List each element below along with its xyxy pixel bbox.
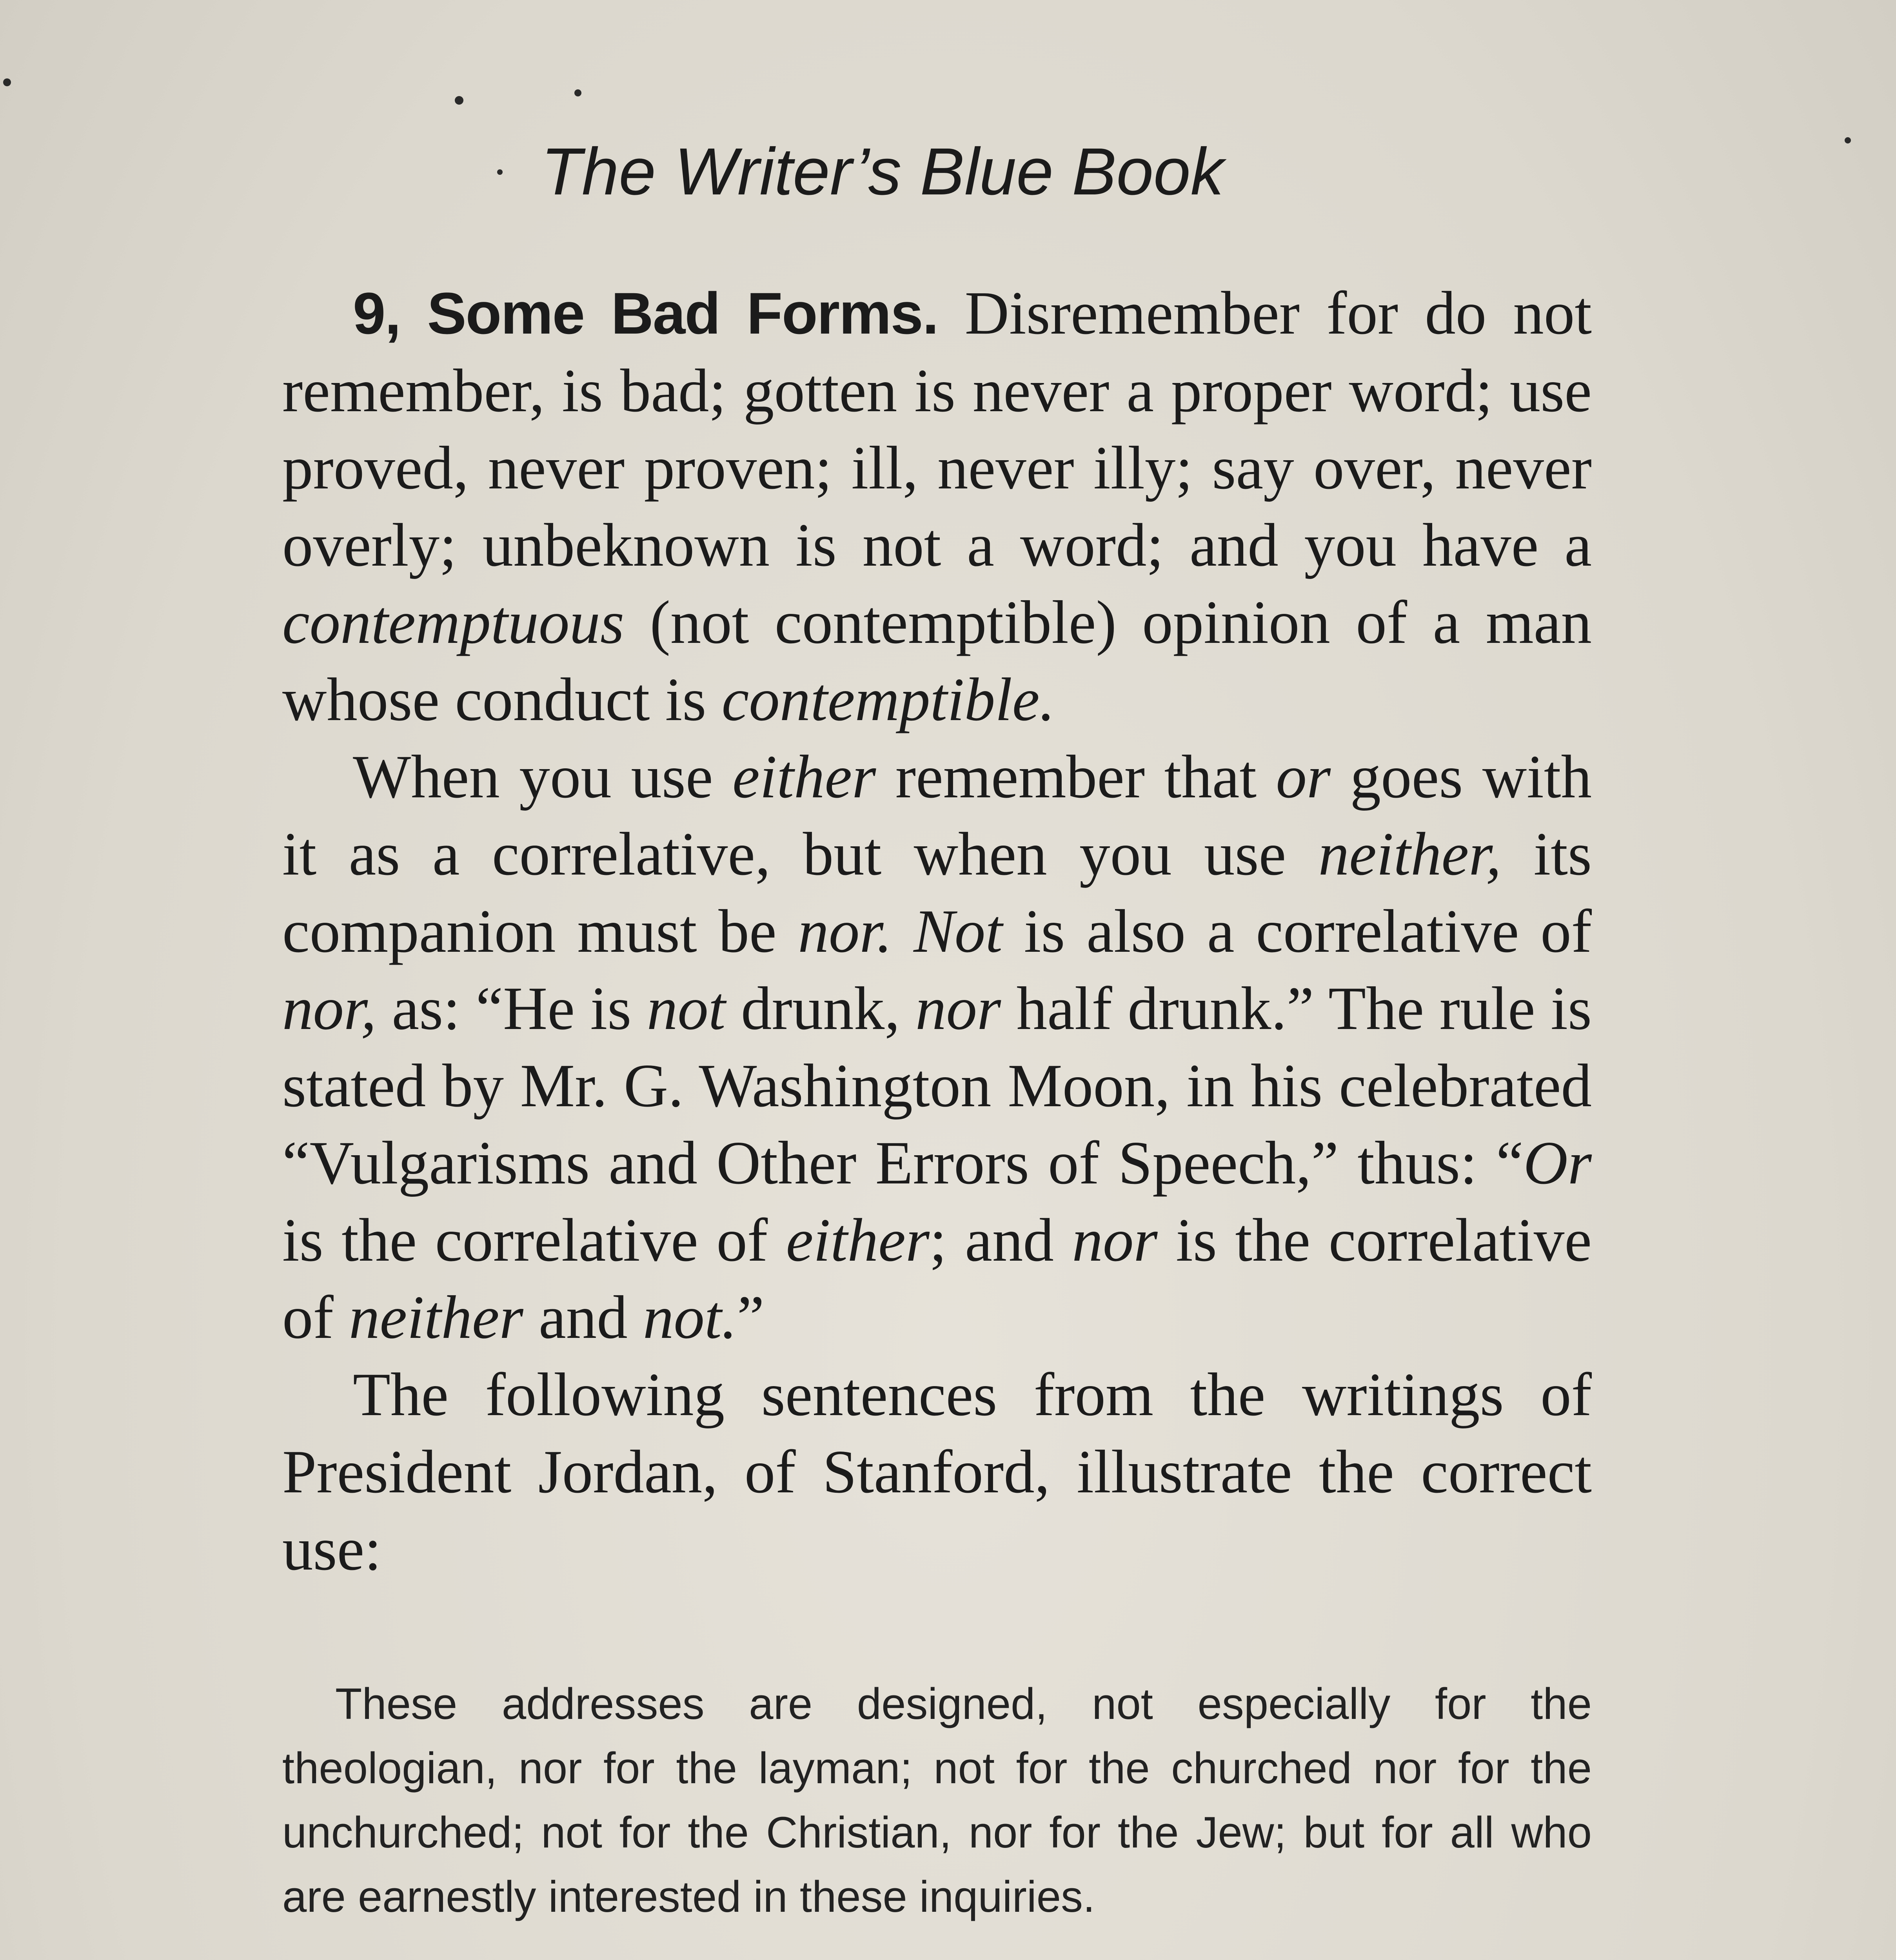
text-run: goes with it as a correlative, but when you use bbox=[282, 742, 1592, 888]
italic-run: nor bbox=[915, 974, 1001, 1042]
text-run bbox=[892, 897, 913, 965]
text-run: is the correlative of bbox=[282, 1206, 786, 1274]
text-run: is also a correlative of bbox=[1002, 897, 1592, 965]
section-heading: 9, Some Bad Forms. bbox=[353, 280, 938, 346]
page-body bbox=[282, 274, 1592, 1960]
text-run: half drunk.” The rule is stated by Mr. G. Washington Moon, in his celebrated “Vulgarisms and Other Errors of Speech,” thus: “ bbox=[282, 974, 1592, 1197]
italic-run: nor bbox=[1072, 1206, 1158, 1274]
italic-run: Or bbox=[1523, 1129, 1592, 1197]
text-run: When you use bbox=[353, 742, 733, 811]
text-run: ; and bbox=[930, 1206, 1072, 1274]
paragraph-jordan-intro: The following sentences from the writings of President Jordan, of Stanford, illustrate the correct use: bbox=[282, 1360, 1592, 1583]
italic-run: contemptible. bbox=[721, 665, 1055, 733]
italic-run: neither, bbox=[1318, 820, 1502, 888]
paragraph-bad-forms bbox=[282, 274, 1592, 738]
italic-run: contemptuous bbox=[282, 588, 625, 656]
italic-run: either bbox=[786, 1206, 930, 1274]
text-run: as: “He is bbox=[376, 974, 647, 1042]
text-run: ” bbox=[737, 1283, 765, 1351]
italic-run: or bbox=[1276, 742, 1331, 811]
print-speck bbox=[1845, 137, 1851, 143]
text-run: (not contemptible) opinion of a man whose conduct is bbox=[282, 588, 1592, 733]
print-speck bbox=[3, 78, 11, 86]
text-run: its companion must be bbox=[282, 820, 1592, 965]
italic-run: either bbox=[732, 742, 876, 811]
italic-run: nor. bbox=[798, 897, 892, 965]
text-run: and bbox=[523, 1283, 643, 1351]
italic-run: nor, bbox=[282, 974, 376, 1042]
print-speck bbox=[574, 89, 581, 96]
text-run: Disremember for do not remember, is bad; gotten is never a proper word; use proved, never proven; ill, never illy; say over, never overly; unbeknown is not a word; and you have a bbox=[282, 279, 1592, 579]
italic-run: not. bbox=[643, 1283, 737, 1351]
text-run: is the correlative of bbox=[282, 1206, 1592, 1351]
paragraph-correlatives bbox=[282, 738, 1592, 1356]
italic-run: neither bbox=[349, 1283, 523, 1351]
italic-run: not bbox=[647, 974, 726, 1042]
running-header: The Writer’s Blue Book bbox=[541, 134, 1224, 209]
text-run: drunk, bbox=[725, 974, 916, 1042]
print-speck bbox=[455, 96, 463, 105]
text-run: remember that bbox=[876, 742, 1276, 811]
italic-run: Not bbox=[913, 897, 1002, 965]
block-quote: These addresses are designed, not especially for the theologian, nor for the layman; not for the churched nor for the unchurched; not for the Christian, nor for the Jew; but for all who are earnestly interested in these inquiries. bbox=[282, 1679, 1592, 1921]
print-speck bbox=[497, 169, 503, 175]
